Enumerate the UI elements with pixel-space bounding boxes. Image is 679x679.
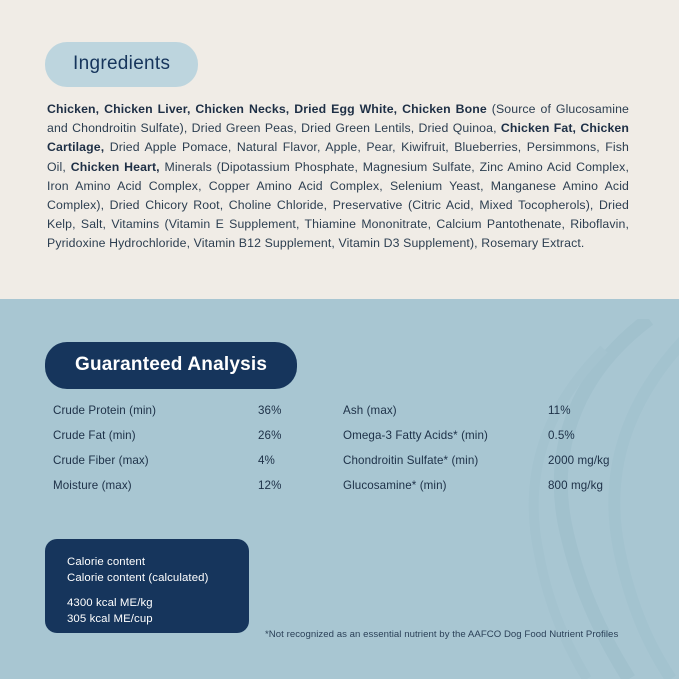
- table-row: [53, 404, 343, 429]
- guaranteed-analysis-table: [53, 404, 633, 504]
- table-row: [53, 454, 343, 479]
- ga-left-column: [53, 404, 343, 504]
- ga-label: Crude Fat (min): [53, 429, 136, 442]
- ga-label: Crude Protein (min): [53, 404, 157, 417]
- table-row: [343, 479, 633, 504]
- calorie-kcal-per-cup: 305 kcal ME/cup: [67, 612, 153, 625]
- calorie-content-label: Calorie content: [67, 556, 146, 568]
- ingredients-text: [47, 100, 629, 254]
- ga-label: Chondroitin Sulfate* (min): [343, 454, 479, 467]
- ga-right-column: [343, 404, 633, 504]
- ingredients-seg-4: Chicken Heart,: [70, 159, 160, 174]
- table-row: [343, 404, 633, 429]
- ga-label: Glucosamine* (min): [343, 479, 447, 492]
- table-row: [343, 429, 633, 454]
- ga-label: Crude Fiber (max): [53, 454, 149, 467]
- ga-value: 12%: [258, 479, 282, 492]
- ingredients-seg-1: (Source of Glucosamine and Chondroitin Sulfate), Dried Green Peas, Dried Green Lentils, Dried Quinoa,: [47, 102, 629, 136]
- ingredients-seg-0: Chicken, Chicken Liver, Chicken Necks, Dried Egg White, Chicken Bone: [47, 102, 487, 116]
- guaranteed-analysis-heading: Guaranteed Analysis: [45, 342, 297, 389]
- ga-value: 0.5%: [548, 429, 575, 442]
- ingredients-seg-5: Minerals (Dipotassium Phosphate, Magnesium Sulfate, Zinc Amino Acid Complex, Iron Amino Acid Complex, Copper Amino Acid Complex, Selenium Yeast, Manganese Amino Acid Complex), Dried Chicory Root, Choline Chloride, Preservative (Citric Acid, Mixed Tocopherols), Dried Kelp, Salt, Vitamins (Vitamin E Supplement, Thiamine Mononitrate, Calcium Pantothenate, Riboflavin, Pyridoxine Hydrochloride, Vitamin B12 Supplement, Vitamin D3 Supplement), Rosemary Extract.: [47, 159, 629, 251]
- ga-label: Omega-3 Fatty Acids* (min): [343, 429, 488, 442]
- aafco-footnote: *Not recognized as an essential nutrient by the AAFCO Dog Food Nutrient Profiles: [265, 629, 619, 640]
- ga-value: 36%: [258, 404, 282, 417]
- calorie-content-calculated-label: Calorie content (calculated): [67, 571, 209, 584]
- ga-value: 800 mg/kg: [548, 479, 604, 492]
- calorie-spacer: [67, 586, 249, 596]
- table-row: [53, 429, 343, 454]
- calorie-content-box: [45, 539, 249, 633]
- ingredients-heading: Ingredients: [45, 42, 198, 87]
- ga-value: 4%: [258, 454, 275, 467]
- guaranteed-analysis-section: [0, 299, 679, 679]
- table-row: [343, 454, 633, 479]
- ingredients-section: [0, 0, 679, 299]
- calorie-kcal-per-kg: 4300 kcal ME/kg: [67, 597, 153, 609]
- ga-value: 2000 mg/kg: [548, 454, 610, 467]
- ga-label: Ash (max): [343, 404, 397, 417]
- ga-value: 11%: [548, 404, 571, 417]
- ingredients-seg-2: Chicken Fat, Chicken Cartilage,: [47, 121, 629, 155]
- ga-value: 26%: [258, 429, 282, 442]
- ga-label: Moisture (max): [53, 479, 132, 492]
- ingredients-seg-3: Dried Apple Pomace, Natural Flavor, Apple, Pear, Kiwifruit, Blueberries, Persimmons, Fish Oil,: [47, 140, 629, 174]
- table-row: [53, 479, 343, 504]
